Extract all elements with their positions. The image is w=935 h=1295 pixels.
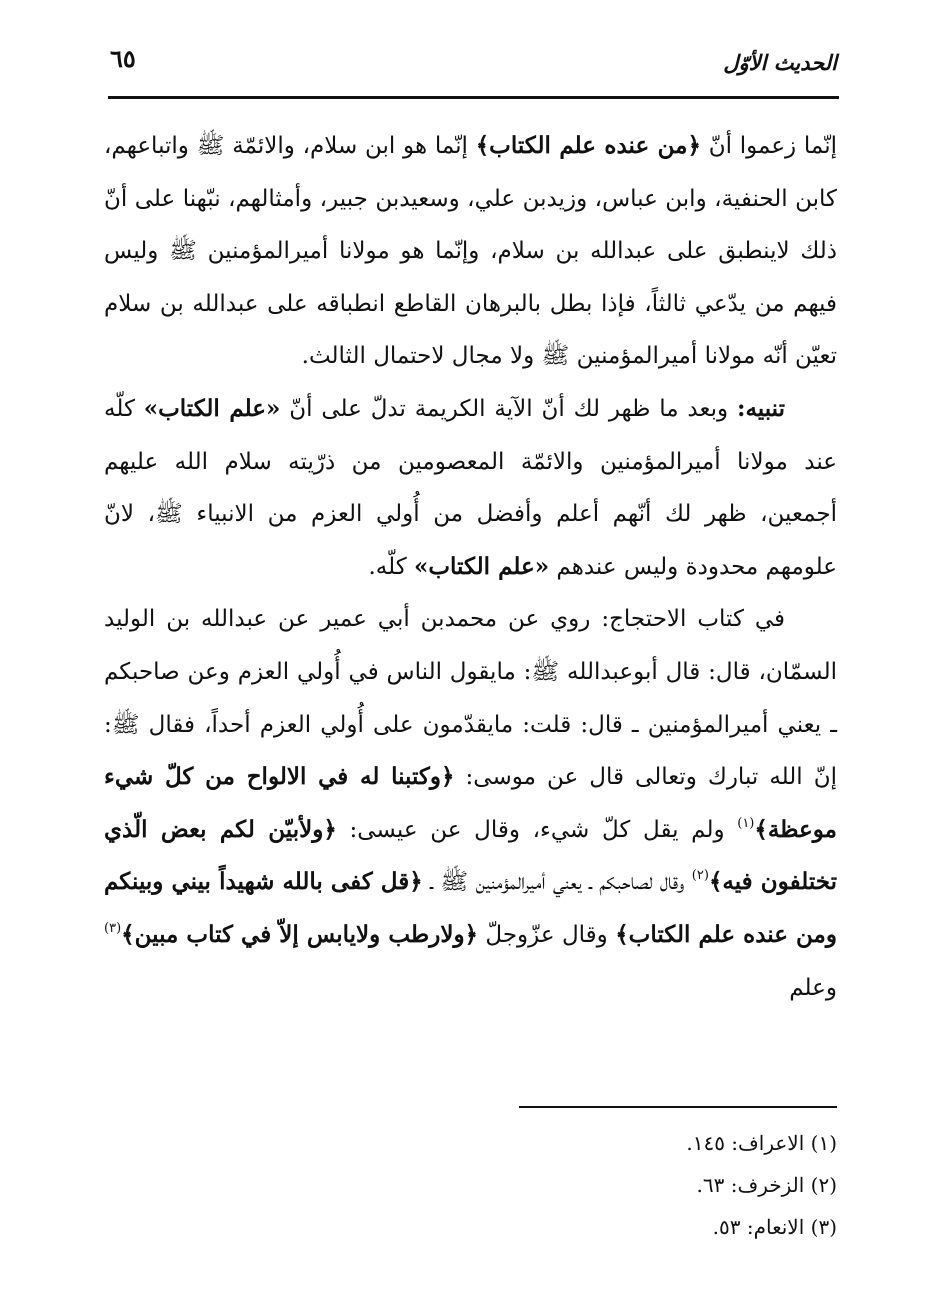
header-divider <box>108 96 839 99</box>
text-segment: وقال لصاحبكم ـ يعني أميرالمؤمنين ﷺ ـ <box>422 869 692 896</box>
quoted-text: «علم الكتاب» <box>414 552 550 580</box>
quoted-text: ﴿وكتبنا له في الالواح من كلّ شيء موعظة﴾ <box>104 763 837 843</box>
footnotes <box>400 1122 837 1248</box>
text-segment: ولم يقل كلّ شيء، وقال عن عيسى: <box>336 816 738 843</box>
text-segment: إنّما زعموا أنّ <box>700 133 838 159</box>
quoted-text: تنبيه: <box>736 394 785 422</box>
text-segment: كلّه. <box>368 553 414 580</box>
main-text <box>104 120 837 1014</box>
text-segment: وقال عزّوجلّ <box>478 921 616 948</box>
chapter-title: الحديث الأوّل <box>723 50 837 75</box>
footnote-ref: (٣) <box>104 920 122 936</box>
footnote: (٢) الزخرف: ٦٣. <box>696 1173 837 1197</box>
quoted-text: ﴿ولارطب ولايابس إلاّ في كتاب مبين﴾ <box>121 920 479 948</box>
text-segment: وعلم <box>789 974 837 1001</box>
paragraph <box>104 383 837 593</box>
footnote-ref: (٢) <box>691 868 709 884</box>
page-number: ٦٥ <box>110 44 136 73</box>
paragraph <box>104 120 837 383</box>
quoted-text: ﴿من عنده علم الكتاب﴾ <box>475 132 701 159</box>
text-segment: كلّه عند مولانا أميرالمؤمنين والائمّة المعصومين من ذرّيته سلام الله عليهم أجمعين، ظهر لك أنّهم أعلم وأفضل من أُولي العزم من الانبياء ﷺ، لانّ علومهم محدودة وليس عندهم <box>104 395 837 580</box>
text-segment: وبعد ما ظهر لك أنّ الآية الكريمة تدلّ على أنّ <box>280 395 737 422</box>
text-segment: إنّما هو ابن سلام، والائمّة ﷺ واتباعهم، كابن الحنفية، وابن عباس، وزيدبن علي، وسعيدبن جبير، وأمثالهم، نبّهنا على أنّ ذلك لاينطبق على عبدالله بن سلام، وإنّما هو مولانا أميرالمؤمنين ﷺ وليس فيهم من يدّعي ثالثاً، فإذا بطل بالبرهان القاطع انطباقه على عبدالله بن سلام تعيّن أنّه مولانا أميرالمؤمنين ﷺ ولا مجال لاحتمال الثالث. <box>104 133 837 370</box>
running-header <box>110 38 837 86</box>
footnote: (١) الاعراف: ١٤٥. <box>686 1131 837 1155</box>
paragraph <box>104 593 837 1014</box>
quoted-text: «علم الكتاب» <box>143 394 281 422</box>
footnote-ref: (١) <box>737 815 755 831</box>
text-segment: في كتاب الاحتجاج: روي عن محمدبن أبي عمير عن عبدالله بن الوليد السمّان، قال: قال أبوعبدالله ﷺ: مايقول الناس في أُولي العزم وعن صاحبكم ـ يعني أميرالمؤمنين ـ قال: قلت: مايقدّمون على أُولي العزم أحداً، فقال ﷺ: إنّ الله تبارك وتعالى قال عن موسى: <box>104 606 838 791</box>
footnote-divider <box>519 1106 837 1108</box>
quoted-text: ﴿ولأبيّن لكم بعض الّذي تختلفون فيه﴾ <box>104 815 838 896</box>
footnote: (٣) الانعام: ٥٣. <box>712 1215 837 1239</box>
quoted-text: ﴿قل كفى بالله شهيداً بيني وبينكم ومن عنده علم الكتاب﴾ <box>104 868 837 948</box>
